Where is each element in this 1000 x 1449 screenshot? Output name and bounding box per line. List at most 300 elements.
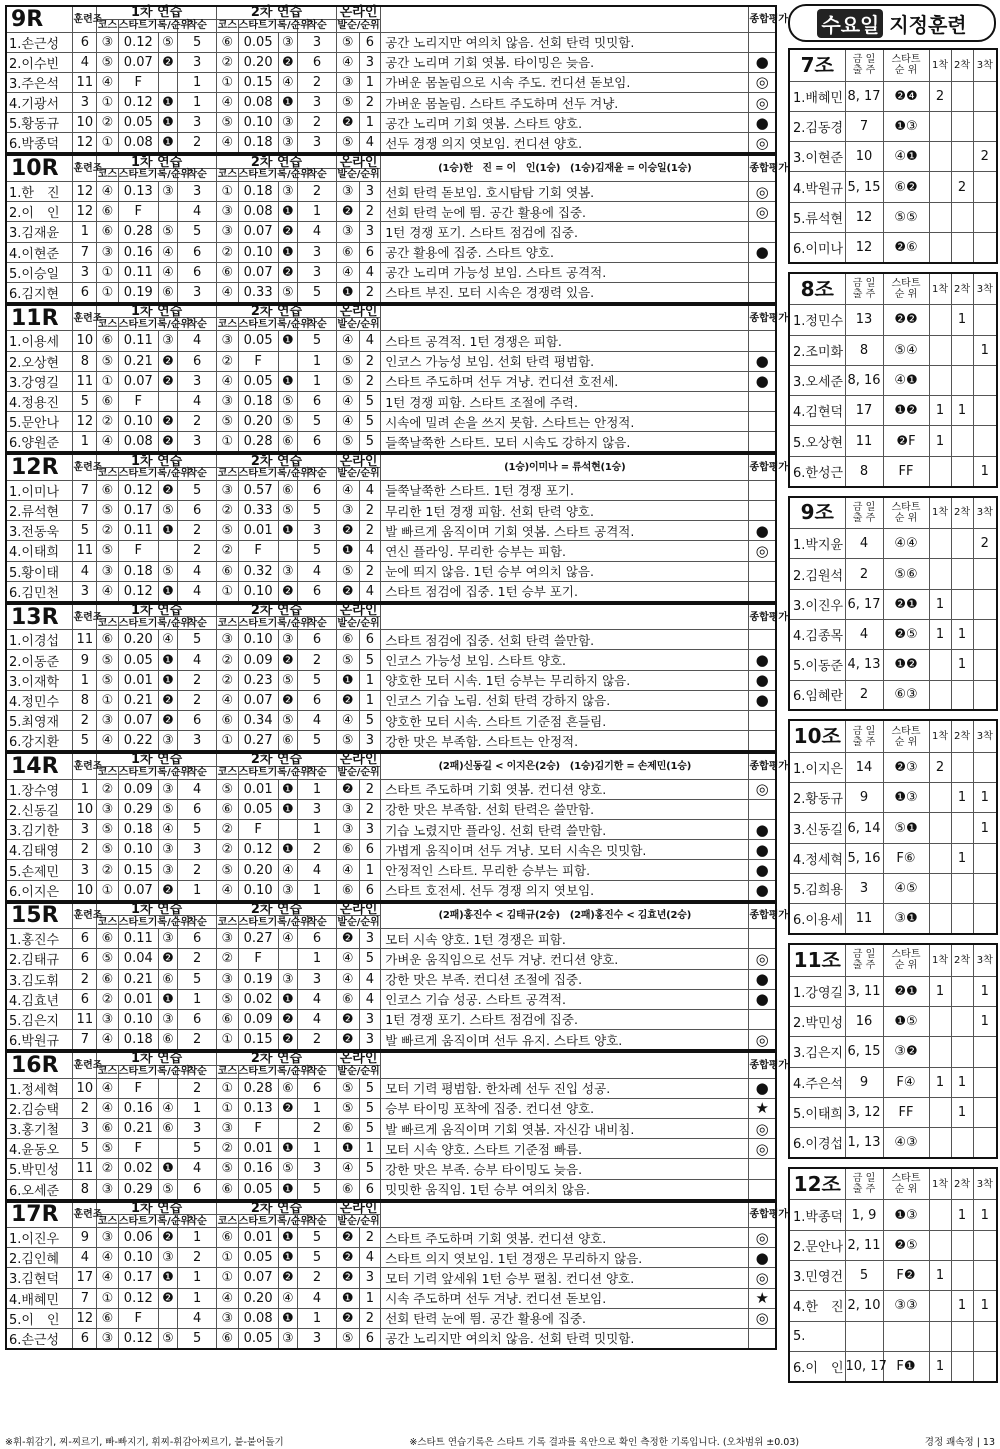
start-rank-2: ④	[278, 1288, 297, 1308]
race-note	[381, 6, 749, 32]
start-time-2: 0.08	[238, 93, 278, 113]
finish-2: 1	[298, 1098, 337, 1118]
start-time-2: 0.18	[238, 391, 278, 411]
trainee-row	[789, 365, 997, 395]
start-rank-1: ❷	[158, 371, 177, 391]
start-rank-b: ③	[906, 1207, 918, 1223]
start-rank-1: ❶	[158, 521, 177, 541]
start-time-1: 0.16	[118, 1098, 158, 1118]
trainee-name: 6.한성근	[789, 456, 845, 486]
online-start: ❷	[336, 521, 359, 541]
finish-header: 착순	[178, 168, 217, 181]
first-count: 1	[929, 976, 951, 1006]
evaluation-mark: ●	[749, 242, 776, 262]
second-count	[951, 589, 973, 619]
online-rank: 3	[359, 222, 381, 242]
third-place-header: 3착	[973, 720, 997, 752]
race-days: 3, 12	[845, 1097, 883, 1127]
trainee-row	[789, 1006, 997, 1036]
racer-row	[6, 93, 776, 113]
evaluation-mark	[749, 331, 776, 351]
finish-header: 착순	[298, 617, 337, 630]
finish-2: 6	[298, 52, 337, 72]
online-start: ④	[336, 262, 359, 282]
online-start: ⑤	[336, 1328, 359, 1349]
start-time-2: 0.05	[238, 1328, 278, 1349]
second-place-header: 2착	[951, 49, 973, 81]
course-2: ②	[217, 1139, 239, 1159]
date-header: 금 일 출 주	[845, 497, 883, 529]
course-2: ⑤	[217, 989, 239, 1009]
course-1: ⑤	[97, 650, 119, 670]
start-rank-2: ③	[278, 630, 297, 650]
race-days: 6, 17	[845, 589, 883, 619]
start-rank-2: ❷	[278, 581, 297, 602]
start-time-1: F	[118, 72, 158, 92]
racer-name: 5.황이태	[6, 561, 73, 581]
start-rank-2: ⑤	[278, 412, 297, 432]
race-table	[5, 154, 789, 303]
third-count	[973, 1128, 997, 1158]
start-ranks	[883, 232, 929, 262]
racer-name: 1.이경섭	[6, 630, 73, 650]
start-rank-1: ❷	[158, 351, 177, 371]
start-rank-1: ③	[158, 331, 177, 351]
group-name: 12조	[789, 1168, 845, 1200]
start-ranks	[883, 1128, 929, 1158]
start-record-header: 스타트기록/순위	[238, 1066, 310, 1078]
online-start: ④	[336, 860, 359, 880]
trainee-row	[789, 650, 997, 680]
train-group: 12	[73, 133, 97, 154]
finish-2: 1	[298, 1139, 337, 1159]
start-time-1: 0.20	[118, 630, 158, 650]
course-1: ③	[97, 1328, 119, 1349]
online-start: ⑥	[336, 880, 359, 901]
train-group: 11	[73, 630, 97, 650]
start-rank-1: ❶	[158, 670, 177, 690]
finish-header: 착순	[298, 467, 337, 480]
start-rank-1	[158, 72, 177, 92]
finish-1: 2	[178, 1248, 217, 1268]
start-rank-b: ❶	[906, 373, 918, 389]
start-rank-2: ⑥	[278, 1078, 297, 1098]
evaluation-mark	[749, 630, 776, 650]
course-1: ⑤	[97, 351, 119, 371]
start-rank-a: ④	[894, 881, 906, 897]
first-count	[929, 559, 951, 589]
comment: 선두 경쟁 의지 엿보임. 컨디션 양호.	[381, 133, 749, 154]
course-2: ②	[217, 670, 239, 690]
race-table	[5, 1200, 789, 1350]
racer-row	[6, 860, 776, 880]
evaluation-mark: ◎	[749, 133, 776, 154]
racer-row	[6, 72, 776, 92]
course-1: ①	[97, 371, 119, 391]
racer-row	[6, 181, 776, 201]
third-count	[973, 81, 997, 111]
course-2: ③	[217, 969, 239, 989]
start-ranks	[883, 202, 929, 232]
evaluation-mark: ◎	[749, 1118, 776, 1138]
racer-row	[6, 541, 776, 561]
train-group: 3	[73, 93, 97, 113]
start-rank-a: ⑤	[894, 342, 906, 358]
start-time-1: 0.07	[118, 52, 158, 72]
race-days: 8, 16	[845, 365, 883, 395]
course-1: ①	[97, 262, 119, 282]
online-sub-header: 발순/순위	[337, 20, 380, 31]
start-ranks	[883, 559, 929, 589]
trainee-row	[789, 1067, 997, 1097]
racer-row	[6, 561, 776, 581]
start-time-2: 0.05	[238, 371, 278, 391]
online-start: ④	[336, 480, 359, 500]
start-rank-2: ⑤	[278, 282, 297, 303]
racer-name: 6.강지환	[6, 731, 73, 752]
evaluation-mark	[749, 581, 776, 602]
race-days: 3	[845, 874, 883, 904]
first-place-header: 1착	[929, 720, 951, 752]
train-group: 11	[73, 72, 97, 92]
course-1: ⑤	[97, 501, 119, 521]
start-ranks	[883, 81, 929, 111]
race-days: 11	[845, 426, 883, 456]
start-rank-1: ❷	[158, 480, 177, 500]
online-rank: 6	[359, 1328, 381, 1349]
online-rank: 1	[359, 1288, 381, 1308]
start-rank-a: ④	[894, 149, 906, 165]
finish-1: 1	[178, 1228, 217, 1248]
racer-name: 5.문안나	[6, 412, 73, 432]
finish-1: 4	[178, 581, 217, 602]
second-place-header: 2착	[951, 944, 973, 976]
first-practice-header: 1차 연습	[97, 155, 217, 168]
comment: 인코스 가능성 보임. 스타트 양호.	[381, 650, 749, 670]
course-1: ③	[97, 1179, 119, 1200]
start-time-2: F	[238, 351, 278, 371]
race-days: 14	[845, 752, 883, 782]
online-start: ⑥	[336, 1179, 359, 1200]
online-rank: 2	[359, 202, 381, 222]
start-rank-a: ❷	[894, 627, 906, 643]
start-rank-2: ④	[278, 929, 297, 949]
trainee-row	[789, 1351, 997, 1381]
train-group: 6	[73, 32, 97, 52]
racer-name: 4.김효년	[6, 989, 73, 1009]
first-practice-header: 1차 연습	[97, 1202, 217, 1215]
racer-name: 6.박원규	[6, 1030, 73, 1051]
start-rank-2: ❶	[278, 242, 297, 262]
online-start: ❶	[336, 282, 359, 303]
race-days: 9	[845, 783, 883, 813]
start-rank-2: ③	[278, 969, 297, 989]
finish-2: 2	[298, 1268, 337, 1288]
second-count	[951, 202, 973, 232]
start-rank-b: ❶	[906, 820, 918, 836]
racer-row	[6, 32, 776, 52]
evaluation-mark	[749, 1179, 776, 1200]
racer-name: 5.이승일	[6, 262, 73, 282]
start-time-2: 0.12	[238, 840, 278, 860]
online-rank: 5	[359, 1118, 381, 1138]
course-1: ⑥	[97, 1118, 119, 1138]
racer-row	[6, 282, 776, 303]
comment: 공간 노리며 가능성 보임. 스타트 공격적.	[381, 262, 749, 282]
finish-1: 5	[178, 480, 217, 500]
online-rank: 4	[359, 262, 381, 282]
online-start: ④	[336, 711, 359, 731]
start-rank-2: ③	[278, 113, 297, 133]
finish-2: 3	[298, 242, 337, 262]
course-header: 코스	[217, 767, 238, 779]
start-ranks	[883, 396, 929, 426]
online-rank: 1	[359, 860, 381, 880]
train-group-header: 훈련조	[73, 604, 97, 630]
finish-1: 5	[178, 630, 217, 650]
finish-2: 4	[298, 1009, 337, 1029]
third-count	[973, 172, 997, 202]
start-time-2: 0.28	[238, 432, 278, 453]
evaluation-mark: ●	[749, 880, 776, 901]
train-group: 1	[73, 222, 97, 242]
course-1: ④	[97, 432, 119, 453]
start-time-1: 0.16	[118, 242, 158, 262]
racer-row	[6, 412, 776, 432]
race-days: 3, 11	[845, 976, 883, 1006]
start-ranks	[883, 843, 929, 873]
course-2: ①	[217, 1098, 239, 1118]
start-time-1: 0.12	[118, 480, 158, 500]
trainee-name: 1.이지은	[789, 752, 845, 782]
start-rank-1: ⑤	[158, 32, 177, 52]
finish-1: 2	[178, 670, 217, 690]
racer-row	[6, 52, 776, 72]
comment: 스타트 주도하며 기회 엿봄. 컨디션 양호.	[381, 1228, 749, 1248]
race-note	[381, 1052, 749, 1078]
course-2: ④	[217, 282, 239, 303]
start-rank-1: ④	[158, 630, 177, 650]
finish-header: 착순	[298, 19, 337, 32]
evaluation-mark	[749, 282, 776, 303]
train-group: 11	[73, 371, 97, 391]
second-practice-header: 2차 연습	[217, 6, 337, 19]
start-rank-1: ③	[158, 840, 177, 860]
third-count	[973, 1067, 997, 1097]
trainee-row	[789, 752, 997, 782]
footer-note: ※스타트 연습기록은 스타트 기록 결과를 육안으로 확인 측정한 기록입니다. (오차범위 ±0.03)	[409, 1437, 800, 1448]
course-1: ②	[97, 412, 119, 432]
finish-2: 5	[298, 1179, 337, 1200]
start-time-1: 0.21	[118, 969, 158, 989]
start-record-header: 스타트기록/순위	[238, 617, 310, 629]
start-rank-a: ⑥	[894, 179, 906, 195]
course-1: ③	[97, 561, 119, 581]
racer-name: 5.손제민	[6, 860, 73, 880]
start-rank-b: ④	[906, 342, 918, 358]
online-sub-header: 발순/순위	[337, 1066, 380, 1078]
evaluation-header: 종합평가	[749, 903, 776, 929]
comment: 모터 기력 평범함. 한차례 선두 진입 성공.	[381, 1078, 749, 1098]
start-rank-2: ❶	[278, 1179, 297, 1200]
first-practice-header: 1차 연습	[97, 604, 217, 617]
second-count	[951, 904, 973, 934]
start-time-2: 0.20	[238, 860, 278, 880]
course-2: ③	[217, 391, 239, 411]
start-time-2: 0.07	[238, 1268, 278, 1288]
racer-row	[6, 949, 776, 969]
course-1: ⑤	[97, 949, 119, 969]
evaluation-header: 종합평가	[749, 454, 776, 480]
race-number: 12R	[6, 454, 73, 480]
course-header: 코스	[97, 169, 118, 181]
evaluation-mark: ●	[749, 371, 776, 391]
racer-name: 1.이용세	[6, 331, 73, 351]
course-2: ③	[217, 202, 239, 222]
first-count	[929, 813, 951, 843]
race-days: 6, 15	[845, 1037, 883, 1067]
racer-name: 4.기광서	[6, 93, 73, 113]
finish-2: 4	[298, 711, 337, 731]
online-sub-header: 발순/순위	[337, 468, 380, 480]
start-time-1: 0.07	[118, 711, 158, 731]
racer-row	[6, 113, 776, 133]
race-days	[845, 1321, 883, 1351]
finish-2: 5	[298, 331, 337, 351]
finish-2: 1	[298, 1308, 337, 1328]
first-count: 1	[929, 1067, 951, 1097]
third-count: 1	[973, 1006, 997, 1036]
start-rank-1: ④	[158, 262, 177, 282]
comment: 강한 맛은 부족. 컨디션 조절에 집중.	[381, 969, 749, 989]
comment: 양호한 모터 시속. 스타트 기준점 흔들림.	[381, 711, 749, 731]
evaluation-mark	[749, 929, 776, 949]
start-record-header: 스타트기록/순위	[118, 468, 191, 480]
start-rank-2: ⑤	[278, 391, 297, 411]
start-rank-1: ❷	[158, 432, 177, 453]
start-rank-a: ⑥	[894, 687, 906, 703]
start-ranks	[883, 456, 929, 486]
course-2: ②	[217, 949, 239, 969]
trainee-row	[789, 680, 997, 710]
training-title-text: 지정훈련	[889, 12, 967, 37]
start-record-header: 스타트기록/순위	[118, 169, 191, 181]
online-sub-header: 발순/순위	[337, 169, 380, 181]
racer-row	[6, 820, 776, 840]
online-start: ⑤	[336, 650, 359, 670]
start-rank-a: ⑤	[894, 820, 906, 836]
start-time-1: 0.15	[118, 860, 158, 880]
online-rank: 4	[359, 480, 381, 500]
online-start: ⑥	[336, 630, 359, 650]
course-2: ①	[217, 1078, 239, 1098]
start-rank-b: ❶	[906, 596, 918, 612]
third-count	[973, 365, 997, 395]
start-rank-1: ❶	[158, 93, 177, 113]
start-time-1: 0.19	[118, 282, 158, 303]
trainee-name: 2.조미화	[789, 335, 845, 365]
second-count	[951, 142, 973, 172]
online-rank: 2	[359, 371, 381, 391]
first-count	[929, 232, 951, 262]
comment: 모터 기력 앞세워 1턴 승부 펼침. 컨디션 양호.	[381, 1268, 749, 1288]
train-group: 10	[73, 113, 97, 133]
evaluation-mark: ★	[749, 1288, 776, 1308]
course-1: ④	[97, 181, 119, 201]
start-time-2: 0.05	[238, 1248, 278, 1268]
trainee-row	[789, 396, 997, 426]
race-number: 9R	[6, 6, 73, 32]
evaluation-mark: ◎	[749, 1308, 776, 1328]
second-count: 1	[951, 843, 973, 873]
online-rank: 4	[359, 541, 381, 561]
third-place-header: 3착	[973, 273, 997, 305]
course-1: ⑥	[97, 1308, 119, 1328]
first-count: 1	[929, 396, 951, 426]
finish-2: 6	[298, 391, 337, 411]
course-1: ①	[97, 880, 119, 901]
racer-name: 3.김도휘	[6, 969, 73, 989]
race-days: 5, 15	[845, 172, 883, 202]
start-ranks	[883, 813, 929, 843]
train-group: 17	[73, 1268, 97, 1288]
trainee-name: 2.김동경	[789, 111, 845, 141]
online-header: 온라인	[336, 6, 380, 19]
online-start: ⑥	[336, 840, 359, 860]
evaluation-mark	[749, 412, 776, 432]
comment: 기습 노렸지만 플라잉. 선회 탄력 쓸만함.	[381, 820, 749, 840]
start-time-2: 0.10	[238, 880, 278, 901]
online-rank: 2	[359, 282, 381, 303]
racer-name: 4.정민수	[6, 690, 73, 710]
start-rank-b: ❶	[906, 149, 918, 165]
online-rank: 1	[359, 690, 381, 710]
course-2: ②	[217, 501, 239, 521]
first-count	[929, 1128, 951, 1158]
start-rank-1: ❷	[158, 711, 177, 731]
train-group: 10	[73, 331, 97, 351]
online-start: ❶	[336, 1288, 359, 1308]
second-count	[951, 1037, 973, 1067]
start-rank-1: ❶	[158, 989, 177, 1009]
comment: 인코스 기습 노림. 선회 탄력 강하지 않음.	[381, 690, 749, 710]
finish-1: 1	[178, 1288, 217, 1308]
start-time-1: F	[118, 391, 158, 411]
second-count	[951, 874, 973, 904]
finish-1: 6	[178, 929, 217, 949]
racer-name: 6.김지현	[6, 282, 73, 303]
start-rank-1: ❶	[158, 1268, 177, 1288]
finish-2: 3	[298, 32, 337, 52]
start-rank-1: ❶	[158, 133, 177, 154]
first-count	[929, 142, 951, 172]
start-time-2: 0.09	[238, 650, 278, 670]
finish-1: 2	[178, 1078, 217, 1098]
online-rank: 2	[359, 1228, 381, 1248]
train-group: 5	[73, 391, 97, 411]
comment: 1턴 경쟁 포기. 스타트 점검에 집중.	[381, 222, 749, 242]
evaluation-mark: ◎	[749, 202, 776, 222]
online-start: ⑥	[336, 1118, 359, 1138]
online-rank: 2	[359, 799, 381, 819]
trainee-row	[789, 1261, 997, 1291]
online-rank: 3	[359, 731, 381, 752]
start-rank-2: ⑥	[278, 731, 297, 752]
course-2: ③	[217, 331, 239, 351]
racer-row	[6, 242, 776, 262]
finish-1: 4	[178, 331, 217, 351]
start-rank-2: ❶	[278, 779, 297, 799]
